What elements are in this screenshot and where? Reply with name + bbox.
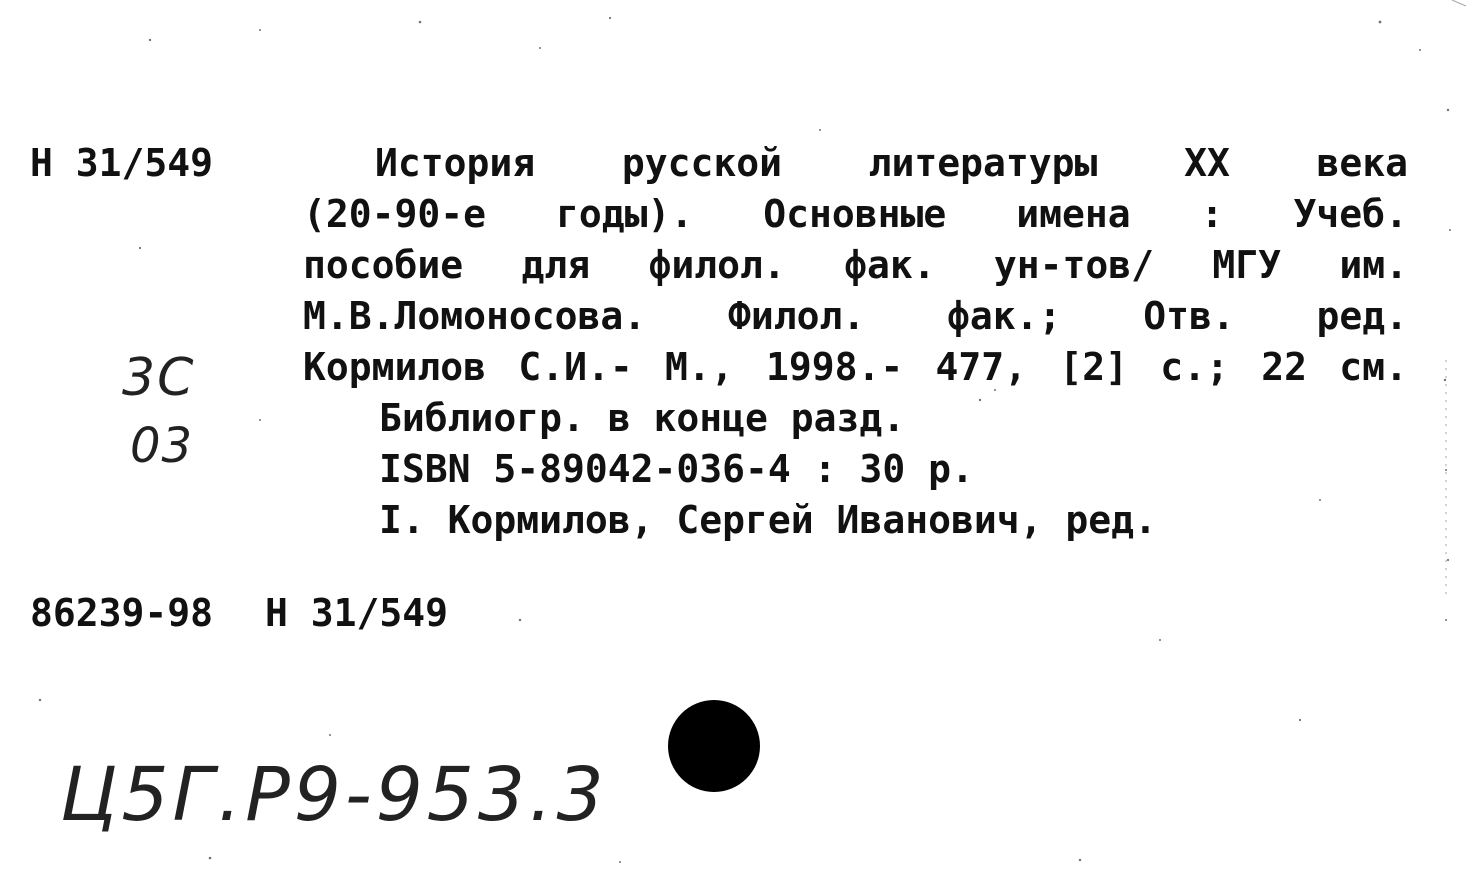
- word: русской: [621, 141, 782, 185]
- word: годы).: [556, 192, 694, 236]
- bibliography-note: Библиогр. в конце разд.: [379, 396, 906, 440]
- handwritten-mark-1: 3С: [122, 348, 196, 408]
- call-number: Н 31/549: [30, 141, 214, 185]
- word: см.: [1339, 345, 1408, 389]
- word: XX: [1184, 141, 1230, 185]
- tracing-note: I. Кормилов, Сергей Иванович, ред.: [379, 498, 1157, 542]
- word: :: [1200, 192, 1224, 236]
- word: литературы: [868, 141, 1098, 185]
- word: Филол.: [727, 294, 866, 338]
- word: для: [521, 243, 591, 287]
- title-line-2: [303, 189, 1408, 240]
- word: Отв.: [1143, 294, 1235, 338]
- title-line-3: [303, 240, 1408, 291]
- title-line-5: [303, 342, 1408, 393]
- word: [2]: [1059, 345, 1128, 389]
- word: с.;: [1160, 345, 1229, 389]
- word: С.И.-: [518, 345, 633, 389]
- word: 477,: [935, 345, 1028, 389]
- word: пособие: [303, 243, 464, 287]
- word: им.: [1339, 243, 1408, 287]
- accession-number: 86239-98: [30, 591, 214, 635]
- word: имена: [1016, 192, 1131, 236]
- word: ун-тов/: [993, 243, 1155, 287]
- bibliographic-description: [303, 138, 1408, 546]
- footer-call-number: Н 31/549: [265, 591, 449, 635]
- handwritten-classification: Ц5Г.Р9-953.3: [60, 752, 608, 838]
- title-line-4: [303, 291, 1408, 342]
- word: 1998.-: [765, 345, 904, 389]
- word: Основные: [763, 192, 947, 236]
- word: МГУ: [1212, 243, 1282, 287]
- punch-hole: [668, 700, 760, 792]
- word: М.,: [665, 345, 734, 389]
- word: века: [1316, 141, 1408, 185]
- word: ред.: [1316, 294, 1408, 338]
- word: фак.;: [947, 294, 1062, 338]
- word: 22: [1261, 345, 1307, 389]
- word: (20-90-е: [303, 192, 487, 236]
- word: фак.: [844, 243, 936, 287]
- word: филол.: [648, 243, 786, 287]
- word: Кормилов: [303, 345, 487, 389]
- title-line-1: [303, 138, 1408, 189]
- word: М.В.Ломоносова.: [303, 294, 647, 338]
- handwritten-mark-2: 03: [130, 418, 194, 474]
- word: Учеб.: [1293, 192, 1408, 236]
- isbn-note: ISBN 5-89042-036-4 : 30 р.: [379, 447, 974, 491]
- card-footer: [30, 588, 448, 639]
- word: История: [375, 141, 536, 185]
